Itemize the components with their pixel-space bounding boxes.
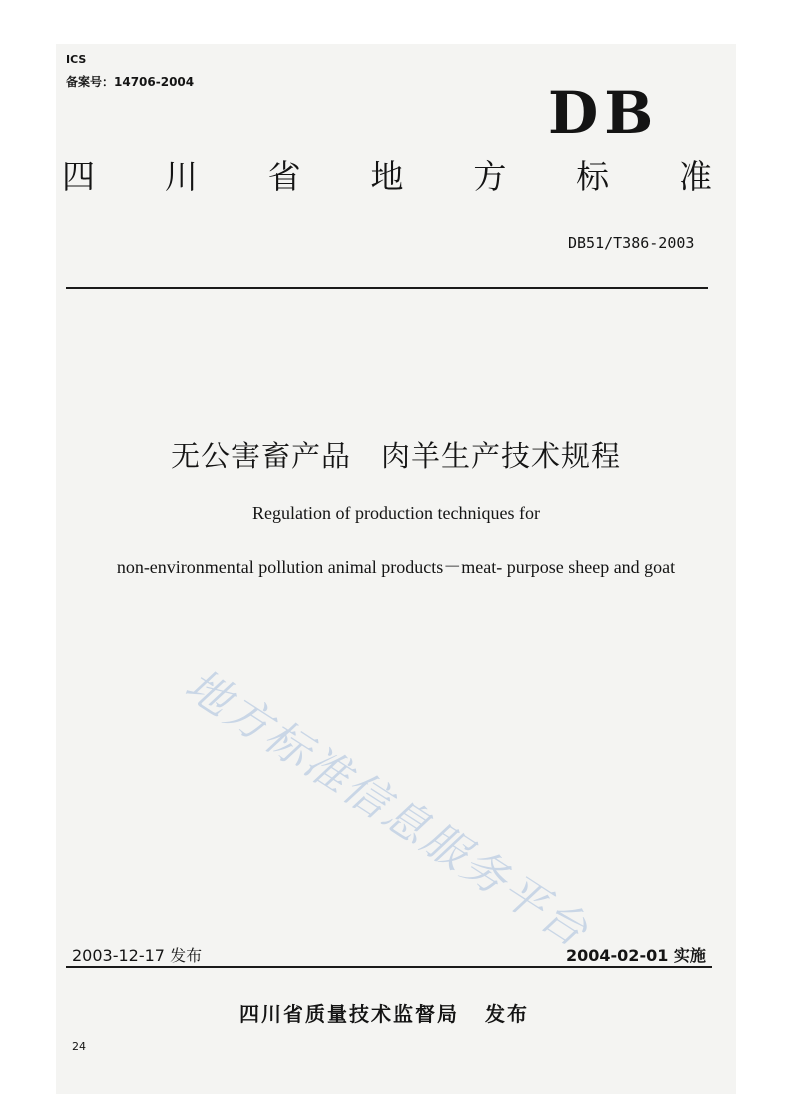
standard-type-char: 四 — [62, 157, 95, 196]
standard-type-char: 省 — [267, 157, 301, 196]
bottom-divider — [66, 966, 712, 968]
watermark: 地方标准信息服务平台 — [176, 659, 599, 958]
top-divider — [66, 287, 708, 289]
standard-type-heading — [62, 157, 712, 196]
standard-type-char: 川 — [164, 157, 198, 196]
filing-number: 备案号：14706-2004 — [66, 75, 195, 89]
page-number: 24 — [72, 1040, 86, 1053]
english-title-line2: non-environmental pollution animal products－meat- purpose sheep and goat — [116, 557, 676, 577]
standard-type-char: 标 — [576, 157, 610, 196]
english-title-line1: Regulation of production techniques for — [252, 503, 540, 523]
standard-number: DB51/T386-2003 — [568, 234, 695, 252]
issue-date: 2003-12-17 发布 — [72, 946, 203, 965]
implementation-date: 2004-02-01 实施 — [566, 946, 706, 965]
issuer-action: 发布 — [485, 1002, 529, 1026]
standard-type-char: 地 — [370, 157, 404, 196]
issuer-name: 四川省质量技术监督局 — [239, 1002, 459, 1026]
issuer — [239, 998, 529, 1027]
ics-label: ICS — [66, 53, 87, 66]
chinese-title: 无公害畜产品 肉羊生产技术规程 — [170, 439, 621, 473]
db-logo: DB — [548, 79, 660, 147]
standard-type-char: 方 — [473, 157, 507, 196]
standard-type-char: 准 — [678, 157, 712, 196]
